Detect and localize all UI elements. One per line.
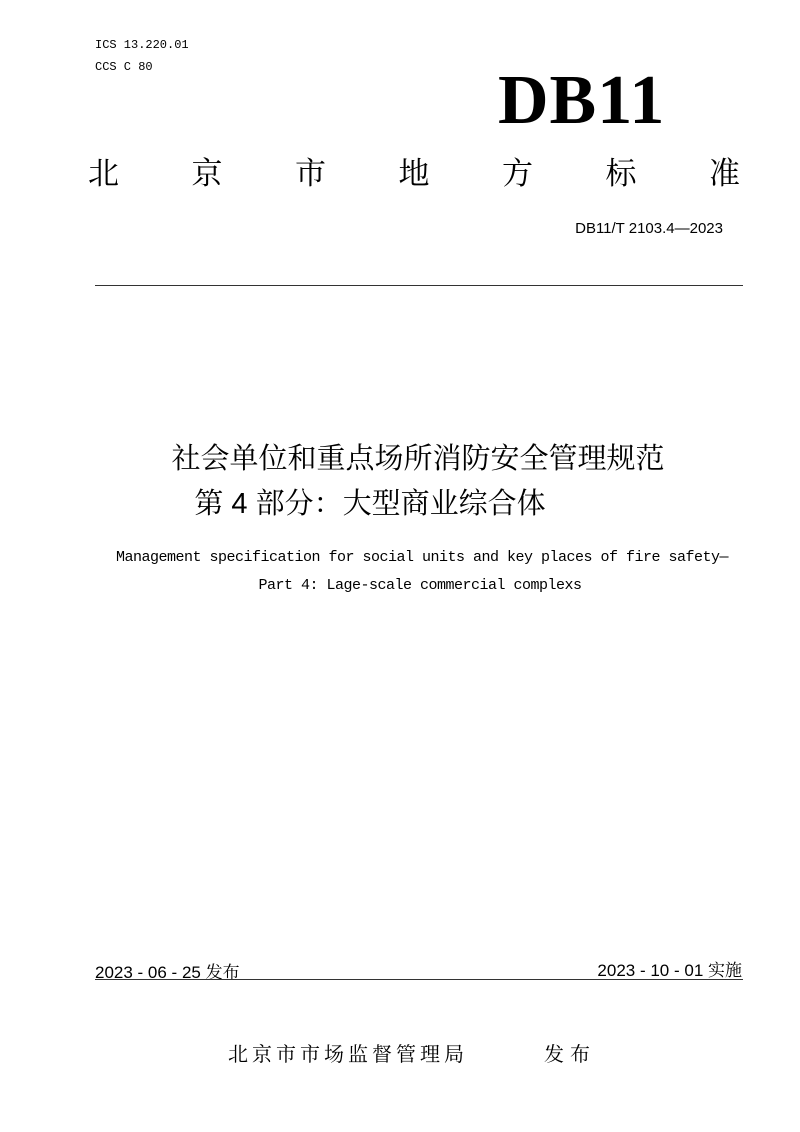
db11-logo: DB11 [498, 62, 666, 139]
publish-date: 2023 - 06 - 25 发布 [95, 963, 240, 982]
heading-char: 地 [398, 156, 430, 191]
title-zh-line1: 社会单位和重点场所消防安全管理规范 [171, 443, 665, 475]
heading-char: 准 [709, 156, 740, 191]
title-zh-line2: 第 4 部分：大型商业综合体 [194, 488, 546, 520]
ccs-code: CCS C 80 [95, 60, 153, 74]
heading-char: 京 [191, 156, 223, 191]
heading-char: 北 [88, 156, 119, 191]
ics-code: ICS 13.220.01 [95, 38, 189, 52]
standard-type-heading [88, 156, 740, 192]
footer-divider [95, 979, 743, 980]
implementation-date: 2023 - 10 - 01 实施 [597, 961, 742, 980]
issuing-authority: 北京市市场监督管理局 [228, 1044, 468, 1066]
heading-char: 标 [605, 156, 637, 191]
heading-char: 方 [502, 156, 533, 191]
title-en-line1: Management specification for social units and key places of fire safety— [115, 549, 729, 566]
document-number: DB11/T 2103.4—2023 [575, 220, 723, 237]
header-divider [95, 285, 743, 286]
heading-char: 市 [295, 156, 326, 191]
issue-label: 发布 [544, 1044, 596, 1066]
title-en-line2: Part 4: Lage-scale commercial complexs [258, 577, 582, 594]
